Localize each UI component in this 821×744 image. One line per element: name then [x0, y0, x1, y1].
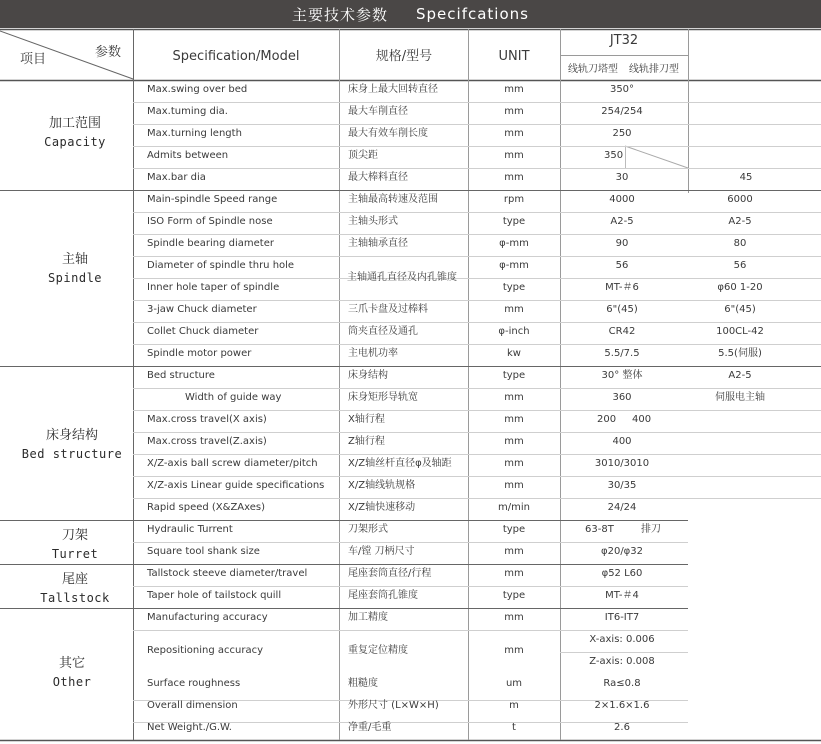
unit-cell: type: [502, 590, 526, 601]
spec-cell: Collet Chuck diameter: [147, 326, 259, 337]
unit-cell: mm: [504, 645, 524, 656]
unit-cell: φ-mm: [499, 260, 529, 271]
cn-label-cell: X轴行程: [348, 414, 385, 425]
unit-cell: mm: [504, 414, 524, 425]
spec-cell: Max.turning length: [147, 128, 242, 139]
unit-cell: mm: [504, 480, 524, 491]
unit-cell: mm: [504, 106, 524, 117]
value-cell-a: 200: [597, 414, 617, 425]
spec-cell: Spindle bearing diameter: [147, 238, 274, 249]
value-cell-a: MT-＃6: [605, 282, 639, 293]
value-cell-b: Z-axis: 0.008: [589, 656, 655, 667]
spec-cell: ISO Form of Spindle nose: [147, 216, 273, 227]
spec-cell: Spindle motor power: [147, 348, 252, 359]
spec-cell: Manufacturing accuracy: [147, 612, 268, 623]
unit-cell: mm: [504, 436, 524, 447]
spec-cell: Rapid speed (X&ZAxes): [147, 502, 266, 513]
category-bed-cn: 床身结构: [45, 428, 99, 443]
value-cell-b: A2-5: [728, 370, 752, 381]
value-cell-b: 400: [632, 414, 652, 425]
spec-cell: Inner hole taper of spindle: [147, 282, 280, 293]
value-cell-a: 30: [615, 172, 629, 183]
unit-cell: mm: [504, 568, 524, 579]
cn-label-cell: 主轴头形式: [348, 216, 398, 227]
value-cell-a: 250: [612, 128, 632, 139]
spec-cell: Diameter of spindle thru hole: [147, 260, 295, 271]
category-spindle-en: Spindle: [47, 271, 103, 285]
value-cell-a: 2×1.6×1.6: [594, 700, 650, 711]
unit-cell: mm: [504, 458, 524, 469]
value-cell-a: φ20/φ32: [600, 546, 644, 557]
unit-cell: mm: [504, 304, 524, 315]
unit-cell: type: [502, 282, 526, 293]
unit-cell: mm: [504, 546, 524, 557]
header-param-label: 参数: [95, 45, 122, 60]
value-cell-b: 80: [733, 238, 747, 249]
value-cell-a: 5.5/7.5: [604, 348, 640, 359]
category-spindle: [48, 250, 102, 288]
header-cn-label: 规格/型号: [375, 49, 433, 64]
category-capacity: [44, 114, 106, 152]
table-title-cn: 主要技术参数: [292, 5, 389, 24]
value-cell-a: 360: [612, 392, 632, 403]
unit-cell: kw: [507, 348, 521, 359]
category-turret-en: Turret: [51, 547, 99, 561]
cn-label-cell: 顶尖距: [348, 150, 378, 161]
value-cell-a: 350°: [609, 84, 635, 95]
cn-label-cell: 主轴轴承直径: [348, 238, 408, 249]
value-cell-a: 30/35: [607, 480, 637, 491]
table-title-en: Specifcations: [416, 5, 529, 23]
cn-label-cell: 尾座套筒孔锥度: [348, 590, 418, 601]
unit-cell: mm: [504, 172, 524, 183]
spec-cell: Tallstock steeve diameter/travel: [147, 568, 308, 579]
value-cell-a: X-axis: 0.006: [589, 634, 655, 645]
cn-label-cell: 刀架形式: [348, 524, 388, 535]
value-cell-b: A2-5: [728, 216, 752, 227]
unit-cell: φ-mm: [499, 238, 529, 249]
category-tailstock: [40, 570, 110, 608]
value-cell-b: 100CL-42: [716, 326, 764, 337]
category-bed-en: Bed structure: [21, 447, 123, 461]
value-cell-a: 30° 整体: [601, 370, 643, 381]
cn-label-cell: 三爪卡盘及过棒料: [348, 304, 428, 315]
spec-cell: Max.cross travel(X axis): [147, 414, 267, 425]
value-cell-b: 45: [739, 172, 753, 183]
cn-label-cell: 加工精度: [348, 612, 388, 623]
value-cell-a: 6"(45): [606, 304, 638, 315]
unit-cell: mm: [504, 84, 524, 95]
value-cell-b: 6"(45): [724, 304, 756, 315]
spec-cell: Repositioning accuracy: [147, 645, 264, 656]
cn-label-cell: 最大车削直径: [348, 106, 408, 117]
unit-cell: mm: [504, 612, 524, 623]
spec-cell: X/Z-axis Linear guide specifications: [147, 480, 325, 491]
cn-label-cell: 床身结构: [348, 370, 388, 381]
unit-cell: type: [502, 524, 526, 535]
unit-cell: m: [509, 700, 519, 711]
value-cell-b: φ60 1-20: [717, 282, 763, 293]
cn-label-cell: X/Z轴快速移动: [348, 502, 416, 513]
category-bed: [22, 426, 122, 464]
unit-cell: m/min: [498, 502, 530, 513]
value-cell-a: A2-5: [610, 216, 634, 227]
cn-label-cell: 床身矩形导轨宽: [348, 392, 418, 403]
value-cell-a: CR42: [608, 326, 636, 337]
header-spec-label: Specification/Model: [172, 49, 300, 64]
category-capacity-cn: 加工范围: [48, 116, 102, 131]
cn-label-cell: 最大棒料直径: [348, 172, 408, 183]
header-variant-a: 线轨刀塔型: [568, 64, 618, 75]
spec-cell: Max.bar dia: [147, 172, 206, 183]
unit-cell: φ-inch: [498, 326, 530, 337]
cn-label-cell: Z轴行程: [348, 436, 385, 447]
value-cell-a: MT-＃4: [605, 590, 639, 601]
cn-label-cell: 主轴最高转速及范围: [348, 194, 438, 205]
value-cell-a: 56: [615, 260, 629, 271]
unit-cell: t: [512, 722, 516, 733]
value-cell-a: 2.6: [614, 722, 630, 733]
value-cell-a: 400: [612, 436, 632, 447]
value-cell-a: Ra≤0.8: [603, 678, 641, 689]
category-other-en: Other: [52, 675, 92, 689]
cn-label-cell: X/Z轴丝杆直径φ及轴距: [348, 458, 452, 469]
unit-cell: mm: [504, 392, 524, 403]
cn-label-cell: 外形尺寸 (L×W×H): [348, 700, 439, 711]
cn-label-cell: 车/镗 刀柄尺寸: [348, 546, 415, 557]
unit-cell: um: [505, 678, 523, 689]
spec-cell: Taper hole of tailstock quill: [147, 590, 282, 601]
spec-cell: Surface roughness: [147, 678, 241, 689]
category-other: [53, 654, 92, 692]
spec-cell: 3-jaw Chuck diameter: [147, 304, 257, 315]
spec-cell: Max.swing over bed: [147, 84, 248, 95]
spec-cell: X/Z-axis ball screw diameter/pitch: [147, 458, 318, 469]
spindle-hole-cn-merged: 主轴通孔直径及内孔锥度: [347, 272, 457, 283]
spec-cell: Square tool shank size: [147, 546, 260, 557]
cn-label-cell: 粗糙度: [348, 678, 378, 689]
cn-label-cell: 重复定位精度: [348, 645, 408, 656]
spec-cell: Bed structure: [147, 370, 215, 381]
unit-cell: type: [502, 216, 526, 227]
cn-label-cell: 主电机功率: [348, 348, 398, 359]
category-turret-cn: 刀架: [61, 528, 89, 543]
value-cell-a: 24/24: [607, 502, 637, 513]
header-item-label: 项目: [20, 52, 47, 67]
value-cell-a: 63-8T: [585, 524, 614, 535]
spec-cell: Max.cross travel(Z.axis): [147, 436, 267, 447]
spec-cell: Hydraulic Turrent: [147, 524, 233, 535]
category-tailstock-en: Tallstock: [40, 591, 110, 605]
value-cell-b: 5.5(伺服): [718, 348, 762, 359]
value-cell-a: 4000: [609, 194, 635, 205]
unit-cell: mm: [504, 128, 524, 139]
category-spindle-cn: 主轴: [61, 252, 89, 267]
cn-label-cell: 最大有效车削长度: [348, 128, 428, 139]
category-tailstock-cn: 尾座: [61, 572, 88, 587]
header-model: JT32: [609, 33, 639, 48]
cn-label-cell: X/Z轴线轨规格: [348, 480, 416, 491]
value-cell-a: φ52 L60: [601, 568, 643, 579]
header-unit-label: UNIT: [498, 49, 530, 64]
category-turret: [52, 526, 98, 564]
spec-cell: Width of guide way: [185, 392, 282, 403]
value-cell-b: 伺服电主轴: [715, 392, 765, 403]
value-cell-b: 56: [733, 260, 747, 271]
value-cell-a: 3010/3010: [594, 458, 650, 469]
spec-cell: Net Weight./G.W.: [147, 722, 232, 733]
value-cell-b: 6000: [727, 194, 753, 205]
category-other-cn: 其它: [58, 656, 85, 671]
cn-label-cell: 净重/毛重: [348, 722, 392, 733]
value-cell-a: 350: [604, 150, 624, 161]
unit-cell: mm: [504, 150, 524, 161]
spec-cell: Overall dimension: [147, 700, 238, 711]
cn-label-cell: 尾座套筒直径/行程: [348, 568, 432, 579]
category-capacity-en: Capacity: [44, 135, 106, 149]
spec-cell: Max.tuming dia.: [147, 106, 228, 117]
value-cell-a: 90: [615, 238, 629, 249]
spec-cell: Admits between: [147, 150, 229, 161]
value-cell-a: IT6-IT7: [604, 612, 640, 623]
value-cell-a: 254/254: [601, 106, 643, 117]
value-cell-b: 排刀: [641, 524, 661, 535]
spec-cell: Main-spindle Speed range: [147, 194, 278, 205]
cn-label-cell: 床身上最大回转直径: [348, 84, 438, 95]
cn-label-cell: 筒夹直径及通孔: [348, 326, 418, 337]
unit-cell: type: [502, 370, 526, 381]
unit-cell: rpm: [503, 194, 525, 205]
header-variant-b: 线轨排刀型: [629, 64, 679, 75]
